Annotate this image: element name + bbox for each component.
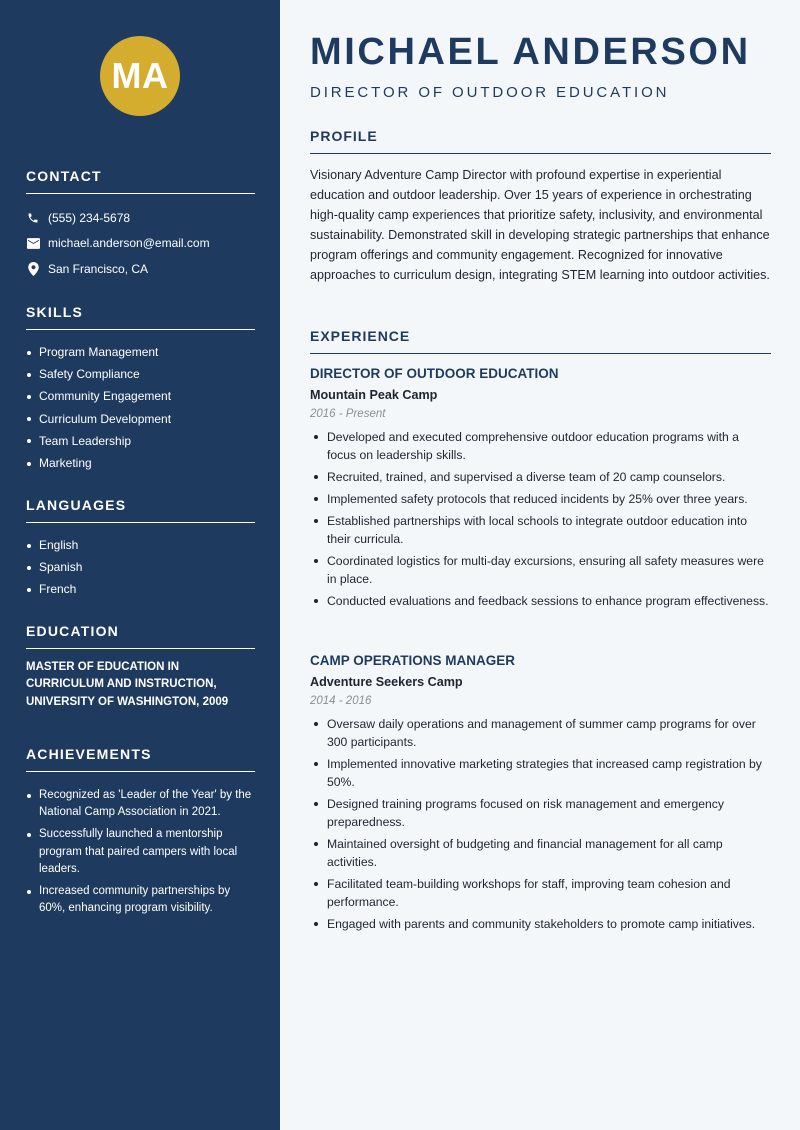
achievements-section bbox=[26, 746, 255, 922]
job-dates: 2016 - Present bbox=[310, 408, 386, 420]
job-company: Mountain Peak Camp bbox=[310, 388, 438, 402]
languages-heading: LANGUAGES bbox=[26, 497, 255, 523]
job-bullet: Engaged with parents and community stakeholders to promote camp initiatives. bbox=[310, 915, 771, 933]
email-text: michael.anderson@email.com bbox=[48, 236, 210, 251]
job-bullet: Coordinated logistics for multi-day excursions, ensuring all safety measures were in place. bbox=[310, 552, 771, 588]
email-icon bbox=[26, 236, 40, 250]
job-bullet: Implemented innovative marketing strategies that increased camp registration by 50%. bbox=[310, 755, 771, 791]
monogram-initials: MA bbox=[111, 55, 169, 96]
location-pin-icon bbox=[26, 262, 40, 276]
education-entry: MASTER OF EDUCATION IN CURRICULUM AND INSTRUCTION, UNIVERSITY OF WASHINGTON, 2009 bbox=[26, 661, 229, 708]
job-dates: 2014 - 2016 bbox=[310, 695, 372, 707]
skills-list bbox=[26, 341, 255, 474]
contact-list bbox=[26, 205, 255, 282]
job-bullet: Recruited, trained, and supervised a diverse team of 20 camp counselors. bbox=[310, 468, 771, 486]
phone-text: (555) 234-5678 bbox=[48, 210, 131, 225]
job-entry bbox=[310, 653, 771, 937]
profile-section bbox=[310, 128, 771, 285]
contact-email bbox=[26, 231, 255, 257]
contact-section bbox=[26, 168, 255, 282]
education-heading: EDUCATION bbox=[26, 623, 255, 649]
skill-item: Marketing bbox=[26, 452, 255, 474]
experience-section bbox=[310, 328, 771, 354]
job-bullets bbox=[310, 428, 771, 610]
job-bullets bbox=[310, 715, 771, 933]
candidate-name: MICHAEL ANDERSON bbox=[310, 31, 751, 73]
profile-text: Visionary Adventure Camp Director with profound expertise in experiential education and outdoor leadership. Over 15 years of experience in orchestrating high-quality camp experiences that prioritize safety, inclusivity, and environmental sustainability. Demonstrated skill in developing strategic partnerships that enhance program offerings and community engagement. Recognized for innovative approaches to curriculum design, integrating STEM learning into outdoor activities. bbox=[310, 168, 770, 282]
languages-section bbox=[26, 497, 255, 601]
job-bullet: Oversaw daily operations and management of summer camp programs for over 300 participants. bbox=[310, 715, 771, 751]
skill-item: Program Management bbox=[26, 341, 255, 363]
job-bullet: Maintained oversight of budgeting and financial management for all camp activities. bbox=[310, 835, 771, 871]
job-bullet: Established partnerships with local schools to integrate outdoor education into their curricula. bbox=[310, 512, 771, 548]
job-bullet: Designed training programs focused on risk management and emergency preparedness. bbox=[310, 795, 771, 831]
job-title: CAMP OPERATIONS MANAGER bbox=[310, 653, 516, 668]
achievements-heading: ACHIEVEMENTS bbox=[26, 746, 255, 772]
monogram-avatar bbox=[100, 36, 180, 116]
contact-heading: CONTACT bbox=[26, 168, 255, 194]
skill-item: Curriculum Development bbox=[26, 408, 255, 430]
skills-heading: SKILLS bbox=[26, 304, 255, 330]
achievements-list bbox=[26, 787, 255, 918]
job-entry bbox=[310, 366, 771, 614]
sidebar bbox=[0, 0, 280, 1130]
skill-item: Community Engagement bbox=[26, 385, 255, 407]
achievement-item: Recognized as 'Leader of the Year' by the National Camp Association in 2021. bbox=[26, 787, 255, 822]
candidate-title: DIRECTOR OF OUTDOOR EDUCATION bbox=[310, 84, 670, 101]
language-item: French bbox=[26, 578, 255, 600]
job-bullet: Facilitated team-building workshops for staff, improving team cohesion and performance. bbox=[310, 875, 771, 911]
skill-item: Safety Compliance bbox=[26, 363, 255, 385]
achievement-item: Successfully launched a mentorship program that paired campers with local leaders. bbox=[26, 826, 255, 878]
contact-location bbox=[26, 256, 255, 282]
job-bullet: Implemented safety protocols that reduced incidents by 25% over three years. bbox=[310, 490, 771, 508]
job-bullet: Conducted evaluations and feedback sessions to enhance program effectiveness. bbox=[310, 592, 771, 610]
profile-heading: PROFILE bbox=[310, 128, 771, 154]
education-section bbox=[26, 623, 255, 711]
language-item: English bbox=[26, 534, 255, 556]
job-company: Adventure Seekers Camp bbox=[310, 675, 463, 689]
skills-section bbox=[26, 304, 255, 474]
job-title: DIRECTOR OF OUTDOOR EDUCATION bbox=[310, 366, 559, 381]
job-bullet: Developed and executed comprehensive outdoor education programs with a focus on leadership skills. bbox=[310, 428, 771, 464]
location-text: San Francisco, CA bbox=[48, 261, 149, 276]
contact-phone bbox=[26, 205, 255, 231]
achievement-item: Increased community partnerships by 60%, enhancing program visibility. bbox=[26, 883, 255, 918]
experience-heading: EXPERIENCE bbox=[310, 328, 771, 354]
phone-icon bbox=[26, 211, 40, 225]
language-item: Spanish bbox=[26, 556, 255, 578]
skill-item: Team Leadership bbox=[26, 430, 255, 452]
languages-list bbox=[26, 534, 255, 601]
